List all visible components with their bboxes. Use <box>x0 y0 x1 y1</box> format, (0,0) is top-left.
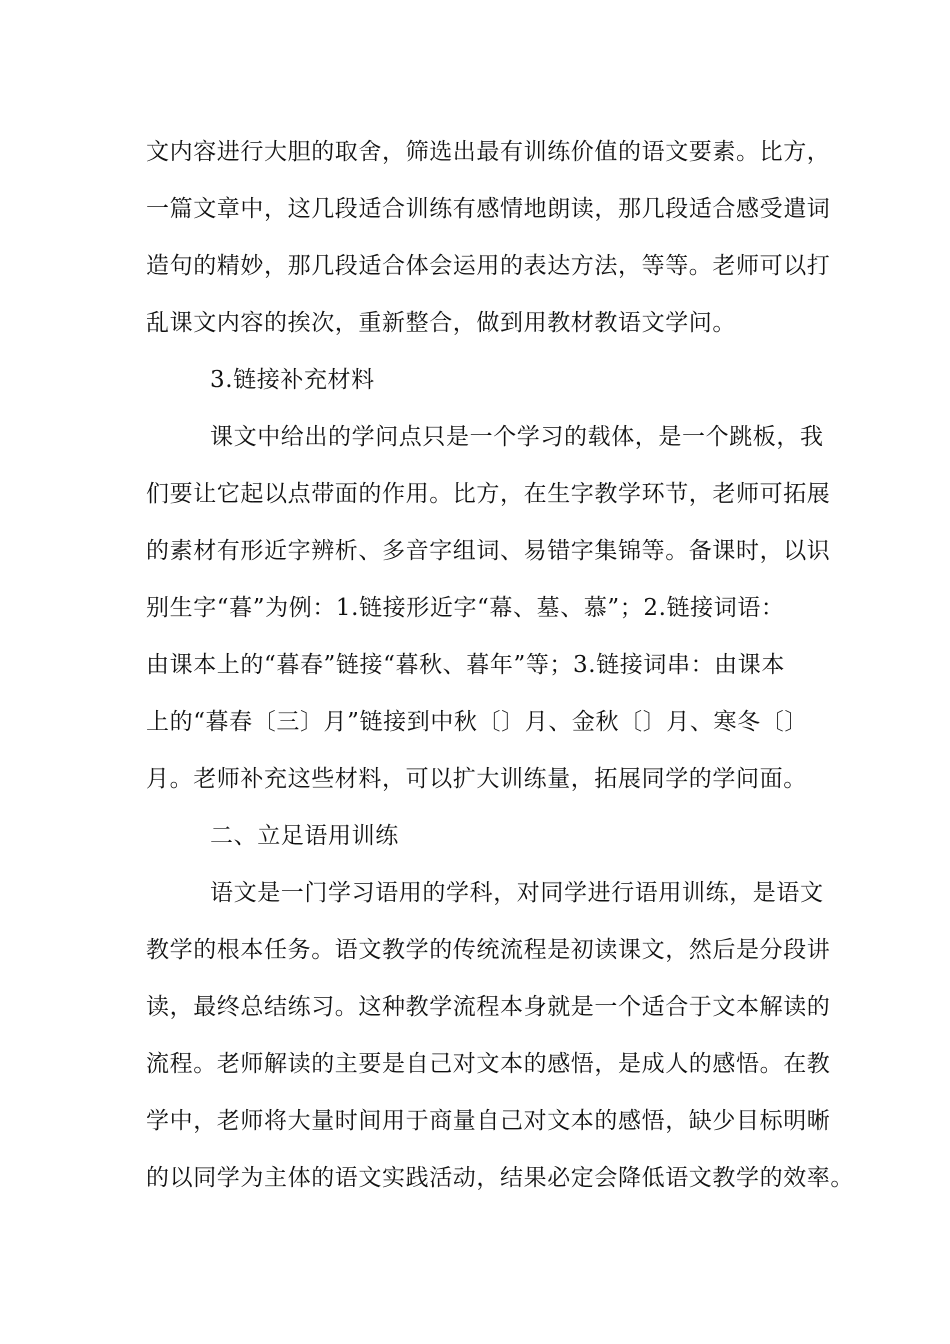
body-text-line: 教学的根本任务。语文教学的传统流程是初读课文，然后是分段讲 <box>146 937 831 963</box>
body-text-line: 乱课文内容的挨次，重新整合，做到用教材教语文学问。 <box>146 310 736 336</box>
body-text-line: 的素材有形近字辨析、多音字组词、易错字集锦等。备课时，以识 <box>146 538 831 564</box>
body-text-line: 读，最终总结练习。这种教学流程本身就是一个适合于文本解读的 <box>146 994 831 1020</box>
body-text-line: 语文是一门学习语用的学科，对同学进行语用训练，是语文 <box>210 880 824 906</box>
section-heading: 3.链接补充材料 <box>210 367 375 393</box>
body-text-line: 上的“暮春〔三〕月”链接到中秋〔〕月、金秋〔〕月、寒冬〔〕 <box>146 709 808 735</box>
body-text-line: 的以同学为主体的语文实践活动，结果必定会降低语文教学的效率。 <box>146 1165 854 1191</box>
body-text-line: 由课本上的“暮春”链接“暮秋、暮年”等；3.链接词串：由课本 <box>146 652 785 678</box>
body-text-line: 别生字“暮”为例：1.链接形近字“幕、墓、慕”；2.链接词语： <box>146 595 785 621</box>
body-text-line: 造句的精妙，那几段适合体会运用的表达方法，等等。老师可以打 <box>146 253 831 279</box>
body-text-line: 一篇文章中，这几段适合训练有感情地朗读，那几段适合感受遣词 <box>146 196 831 222</box>
body-text-line: 学中，老师将大量时间用于商量自己对文本的感悟，缺少目标明晰 <box>146 1108 831 1134</box>
body-text-line: 流程。老师解读的主要是自己对文本的感悟，是成人的感悟。在教 <box>146 1051 831 1077</box>
section-heading: 二、立足语用训练 <box>210 823 399 849</box>
body-text-line: 课文中给出的学问点只是一个学习的载体，是一个跳板，我 <box>210 424 824 450</box>
body-text-line: 月。老师补充这些材料，可以扩大训练量，拓展同学的学问面。 <box>146 766 807 792</box>
body-text-line: 文内容进行大胆的取舍，筛选出最有训练价值的语文要素。比方， <box>146 139 831 165</box>
body-text-line: 们要让它起以点带面的作用。比方，在生字教学环节，老师可拓展 <box>146 481 831 507</box>
